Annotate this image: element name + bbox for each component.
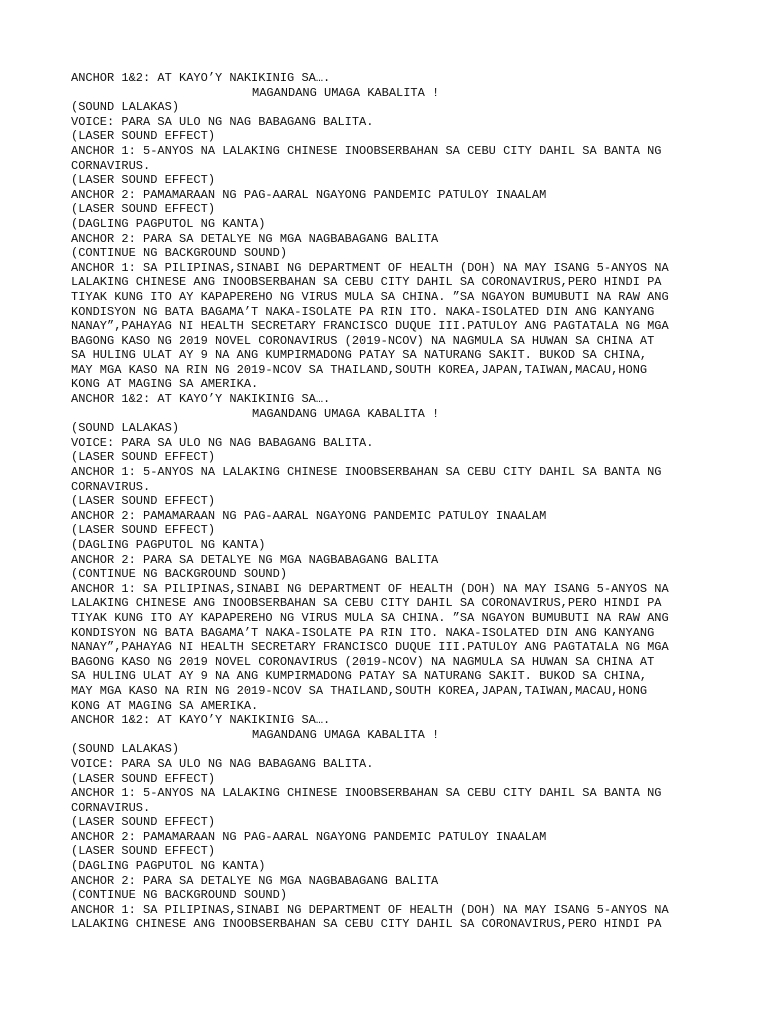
text-line: SA HULING ULAT AY 9 NA ANG KUMPIRMADONG PATAY SA NATURANG SAKIT. BUKOD SA CHINA, (71, 669, 648, 684)
text-line: NANAY”,PAHAYAG NI HEALTH SECRETARY FRANCISCO DUQUE III.PATULOY ANG PAGTATALA NG MGA (71, 319, 669, 334)
text-line: (CONTINUE NG BACKGROUND SOUND) (71, 888, 288, 903)
text-line: (LASER SOUND EFFECT) (71, 771, 216, 786)
text-line: LALAKING CHINESE ANG INOOBSERBAHAN SA CEBU CITY DAHIL SA CORONAVIRUS,PERO HINDI PA (71, 275, 662, 290)
text-line: KONDISYON NG BATA BAGAMA’T NAKA-ISOLATE PA RIN ITO. NAKA-ISOLATED DIN ANG KANYANG (71, 625, 655, 640)
text-line: KONG AT MAGING SA AMERIKA. (71, 698, 259, 713)
text-line: ANCHOR 2: PAMAMARAAN NG PAG-AARAL NGAYONG PANDEMIC PATULOY INAALAM (71, 829, 547, 844)
text-line: (CONTINUE NG BACKGROUND SOUND) (71, 567, 288, 582)
text-line: VOICE: PARA SA ULO NG NAG BABAGANG BALITA. (71, 756, 374, 771)
text-line: ANCHOR 2: PARA SA DETALYE NG MGA NAGBABAGANG BALITA (71, 873, 439, 888)
text-line: (SOUND LALAKAS) (71, 100, 180, 115)
text-line: ANCHOR 1: 5-ANYOS NA LALAKING CHINESE INOOBSERBAHAN SA CEBU CITY DAHIL SA BANTA NG (71, 786, 662, 801)
text-line: BAGONG KASO NG 2019 NOVEL CORONAVIRUS (2019-NCOV) NA NAGMULA SA HUWAN SA CHINA AT (71, 333, 655, 348)
text-line: ANCHOR 1: 5-ANYOS NA LALAKING CHINESE INOOBSERBAHAN SA CEBU CITY DAHIL SA BANTA NG (71, 465, 662, 480)
text-line: ANCHOR 1&2: AT KAYO’Y NAKIKINIG SA…. (71, 713, 331, 728)
greeting-line: MAGANDANG UMAGA KABALITA ! (252, 727, 440, 742)
text-line: KONDISYON NG BATA BAGAMA’T NAKA-ISOLATE PA RIN ITO. NAKA-ISOLATED DIN ANG KANYANG (71, 304, 655, 319)
text-line: LALAKING CHINESE ANG INOOBSERBAHAN SA CEBU CITY DAHIL SA CORONAVIRUS,PERO HINDI PA (71, 917, 662, 932)
text-line: ANCHOR 1: 5-ANYOS NA LALAKING CHINESE INOOBSERBAHAN SA CEBU CITY DAHIL SA BANTA NG (71, 143, 662, 158)
text-line: (LASER SOUND EFFECT) (71, 523, 216, 538)
text-line: (LASER SOUND EFFECT) (71, 815, 216, 830)
text-line: CORNAVIRUS. (71, 479, 151, 494)
text-line: CORNAVIRUS. (71, 800, 151, 815)
text-line: ANCHOR 1: SA PILIPINAS,SINABI NG DEPARTMENT OF HEALTH (DOH) NA MAY ISANG 5-ANYOS NA (71, 581, 669, 596)
greeting-line: MAGANDANG UMAGA KABALITA ! (252, 406, 440, 421)
text-line: CORNAVIRUS. (71, 158, 151, 173)
text-line: MAY MGA KASO NA RIN NG 2019-NCOV SA THAILAND,SOUTH KOREA,JAPAN,TAIWAN,MACAU,HONG (71, 683, 648, 698)
text-line: ANCHOR 1: SA PILIPINAS,SINABI NG DEPARTMENT OF HEALTH (DOH) NA MAY ISANG 5-ANYOS NA (71, 902, 669, 917)
text-line: ANCHOR 1: SA PILIPINAS,SINABI NG DEPARTMENT OF HEALTH (DOH) NA MAY ISANG 5-ANYOS NA (71, 260, 669, 275)
text-line: BAGONG KASO NG 2019 NOVEL CORONAVIRUS (2019-NCOV) NA NAGMULA SA HUWAN SA CHINA AT (71, 654, 655, 669)
text-line: (LASER SOUND EFFECT) (71, 494, 216, 509)
text-line: VOICE: PARA SA ULO NG NAG BABAGANG BALITA. (71, 435, 374, 450)
text-line: ANCHOR 2: PARA SA DETALYE NG MGA NAGBABAGANG BALITA (71, 231, 439, 246)
text-line: (DAGLING PAGPUTOL NG KANTA) (71, 216, 266, 231)
text-line: (LASER SOUND EFFECT) (71, 129, 216, 144)
greeting-line: MAGANDANG UMAGA KABALITA ! (252, 85, 440, 100)
text-line: ANCHOR 2: PAMAMARAAN NG PAG-AARAL NGAYONG PANDEMIC PATULOY INAALAM (71, 508, 547, 523)
text-line: SA HULING ULAT AY 9 NA ANG KUMPIRMADONG PATAY SA NATURANG SAKIT. BUKOD SA CHINA, (71, 348, 648, 363)
text-line: (LASER SOUND EFFECT) (71, 202, 216, 217)
text-line: TIYAK KUNG ITO AY KAPAPEREHO NG VIRUS MULA SA CHINA. ”SA NGAYON BUMUBUTI NA RAW ANG (71, 610, 669, 625)
text-line: KONG AT MAGING SA AMERIKA. (71, 377, 259, 392)
text-line: (SOUND LALAKAS) (71, 421, 180, 436)
text-line: MAY MGA KASO NA RIN NG 2019-NCOV SA THAILAND,SOUTH KOREA,JAPAN,TAIWAN,MACAU,HONG (71, 362, 648, 377)
text-line: ANCHOR 1&2: AT KAYO’Y NAKIKINIG SA…. (71, 71, 331, 85)
text-line: ANCHOR 2: PAMAMARAAN NG PAG-AARAL NGAYONG PANDEMIC PATULOY INAALAM (71, 187, 547, 202)
text-line: VOICE: PARA SA ULO NG NAG BABAGANG BALITA. (71, 114, 374, 129)
text-line: (LASER SOUND EFFECT) (71, 450, 216, 465)
text-line: (CONTINUE NG BACKGROUND SOUND) (71, 246, 288, 261)
text-line: ANCHOR 1&2: AT KAYO’Y NAKIKINIG SA…. (71, 392, 331, 407)
text-line: (SOUND LALAKAS) (71, 742, 180, 757)
text-line: NANAY”,PAHAYAG NI HEALTH SECRETARY FRANCISCO DUQUE III.PATULOY ANG PAGTATALA NG MGA (71, 640, 669, 655)
text-line: TIYAK KUNG ITO AY KAPAPEREHO NG VIRUS MULA SA CHINA. ”SA NGAYON BUMUBUTI NA RAW ANG (71, 289, 669, 304)
text-line: (LASER SOUND EFFECT) (71, 844, 216, 859)
text-line: (DAGLING PAGPUTOL NG KANTA) (71, 859, 266, 874)
text-line: LALAKING CHINESE ANG INOOBSERBAHAN SA CEBU CITY DAHIL SA CORONAVIRUS,PERO HINDI PA (71, 596, 662, 611)
script-text (71, 71, 751, 932)
text-line: ANCHOR 2: PARA SA DETALYE NG MGA NAGBABAGANG BALITA (71, 552, 439, 567)
text-line: (DAGLING PAGPUTOL NG KANTA) (71, 538, 266, 552)
text-line: (LASER SOUND EFFECT) (71, 173, 216, 188)
